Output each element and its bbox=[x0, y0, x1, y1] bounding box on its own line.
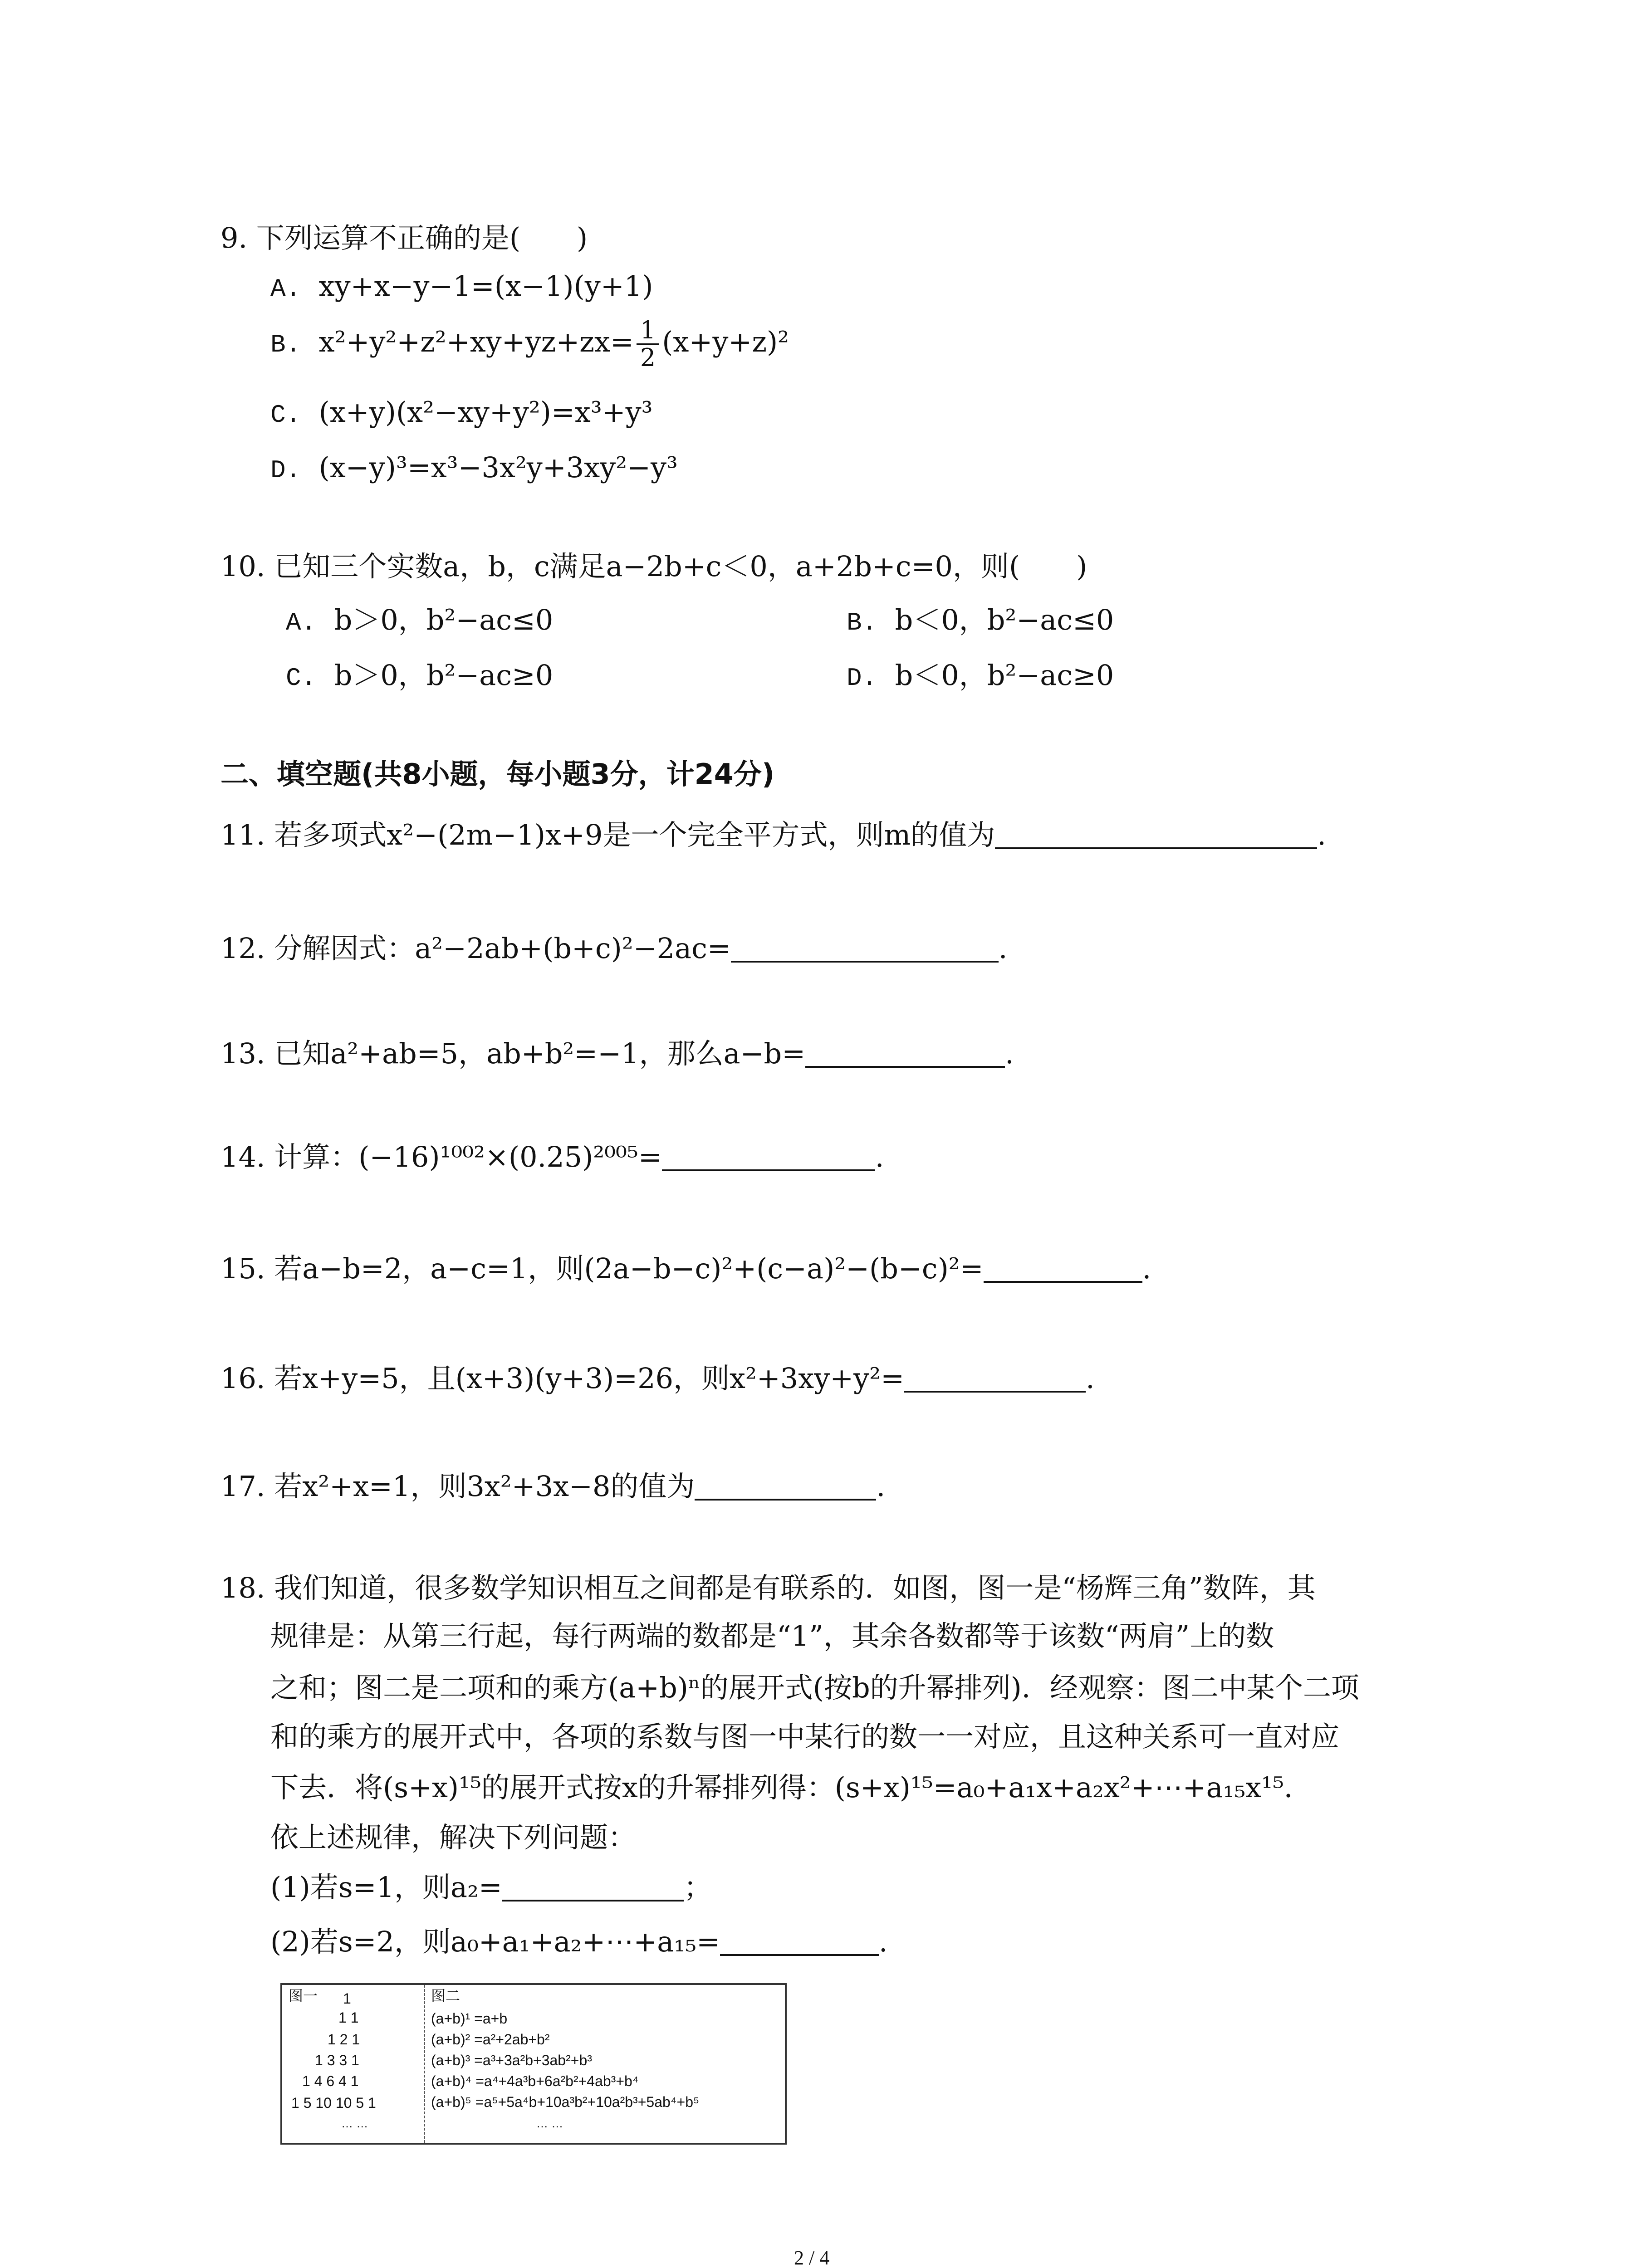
q13-text: 13. 已知a²+ab=5，ab+b²=−1，那么a−b= bbox=[220, 1037, 806, 1070]
answer-blank[interactable] bbox=[662, 1169, 875, 1171]
q17-end: . bbox=[876, 1470, 886, 1503]
q9-option-c bbox=[270, 398, 653, 428]
option-expr: b＜0，b²−ac≥0 bbox=[895, 659, 1114, 692]
q12 bbox=[220, 934, 1007, 963]
q9-option-a bbox=[270, 269, 653, 303]
option-label: B. bbox=[847, 608, 877, 637]
option-expr: (x−y)³=x³−3x²y+3xy²−y³ bbox=[318, 451, 678, 484]
answer-blank[interactable] bbox=[995, 847, 1317, 849]
q18-line-3: 之和；图二是二项和的乘方(a+b)ⁿ的展开式(按b的升幂排列)．经观察：图二中某个二项 bbox=[270, 1671, 1359, 1704]
option-expr: b＜0，b²−ac≤0 bbox=[895, 603, 1114, 636]
q16 bbox=[220, 1364, 1095, 1393]
expansion-2: (a+b)² =a²+2ab+b² bbox=[431, 2031, 550, 2048]
q9-option-d bbox=[270, 451, 678, 485]
q14-end: . bbox=[875, 1140, 884, 1173]
q17 bbox=[220, 1472, 885, 1501]
expansion-4: (a+b)⁴ =a⁴+4a³b+6a²b²+4ab³+b⁴ bbox=[431, 2073, 639, 2089]
q12-end: . bbox=[998, 932, 1008, 965]
q18-sub2-text: (2)若s=2，则a₀+a₁+a₂+⋯+a₁₅= bbox=[270, 1925, 720, 1958]
option-label: C. bbox=[286, 664, 317, 693]
option-label: C. bbox=[270, 401, 301, 430]
fraction-one-half: $\frac{1}{2}$ bbox=[637, 318, 659, 371]
expansion-3: (a+b)³ =a³+3a²b+3ab²+b³ bbox=[431, 2052, 592, 2068]
q18-line-5: 下去．将(s+x)¹⁵的展开式按x的升幂排列得：(s+x)¹⁵=a₀+a₁x+a₂x²+⋯+a₁₅x¹⁵． bbox=[270, 1771, 1312, 1804]
q14 bbox=[220, 1140, 884, 1173]
q13 bbox=[220, 1037, 1014, 1070]
answer-blank[interactable] bbox=[805, 1066, 1005, 1068]
option-label: B. bbox=[270, 330, 301, 359]
q15 bbox=[220, 1252, 1151, 1285]
q18-sub-1 bbox=[270, 1871, 712, 1904]
option-label: D. bbox=[270, 456, 301, 485]
triangle-ellipsis: … … bbox=[341, 2116, 368, 2130]
q18-sub1-text: (1)若s=1，则a₂= bbox=[270, 1871, 502, 1904]
q18-line-2: 规律是：从第三行起，每行两端的数都是“1”，其余各数都等于该数“两肩”上的数 bbox=[270, 1619, 1274, 1652]
triangle-row-5: 1 4 6 4 1 bbox=[302, 2073, 359, 2089]
q18-sub-2 bbox=[270, 1925, 888, 1958]
expansion-1: (a+b)¹ =a+b bbox=[431, 2010, 508, 2027]
option-expr: xy+x−y−1=(x−1)(y+1) bbox=[318, 269, 653, 303]
q11-end: . bbox=[1317, 818, 1326, 851]
q9-stem: 9. 下列运算不正确的是( ) bbox=[220, 221, 588, 254]
answer-blank[interactable] bbox=[904, 1391, 1086, 1393]
q11-text: 11. 若多项式x²−(2m−1)x+9是一个完全平方式，则m的值为 bbox=[220, 818, 995, 851]
q16-text: 16. 若x+y=5，且(x+3)(y+3)=26，则x²+3xy+y²= bbox=[220, 1362, 905, 1395]
q9-option-b bbox=[270, 318, 789, 371]
answer-blank[interactable] bbox=[502, 1900, 684, 1901]
figure-2-title: 图二 bbox=[431, 1988, 460, 2004]
triangle-row-1: 1 bbox=[343, 1990, 351, 2007]
q18-line-4: 和的乘方的展开式中，各项的系数与图一中某行的数一一对应，且这种关系可一直对应 bbox=[270, 1720, 1340, 1753]
yanghui-figure bbox=[280, 1983, 787, 2145]
option-expr: b＞0，b²−ac≤0 bbox=[334, 603, 554, 636]
q17-text: 17. 若x²+x=1，则3x²+3x−8的值为 bbox=[220, 1470, 695, 1503]
answer-blank[interactable] bbox=[731, 961, 999, 963]
answer-blank[interactable] bbox=[695, 1499, 876, 1501]
q18-line-1: 18. 我们知道，很多数学知识相互之间都是有联系的．如图，图一是“杨辉三角”数阵，其 bbox=[220, 1571, 1316, 1604]
triangle-row-2: 1 1 bbox=[338, 2009, 359, 2026]
option-expr-pre: x²+y²+z²+xy+yz+zx= bbox=[318, 325, 634, 358]
option-expr: b＞0，b²−ac≥0 bbox=[334, 659, 554, 692]
q10-option-b bbox=[847, 603, 1114, 637]
figure-divider bbox=[424, 1985, 425, 2143]
option-label: A. bbox=[286, 608, 317, 637]
page-number: 2 / 4 bbox=[794, 2247, 830, 2268]
answer-blank[interactable] bbox=[984, 1281, 1142, 1283]
q10-option-a bbox=[286, 603, 554, 637]
q13-end: . bbox=[1005, 1037, 1014, 1070]
option-label: D. bbox=[847, 664, 877, 693]
q14-text: 14. 计算：(−16)¹⁰⁰²×(0.25)²⁰⁰⁵= bbox=[220, 1140, 662, 1173]
triangle-row-4: 1 3 3 1 bbox=[315, 2052, 359, 2068]
section-heading: 二、填空题(共8小题，每小题3分，计24分) bbox=[220, 758, 775, 791]
triangle-row-6: 1 5 10 10 5 1 bbox=[291, 2095, 376, 2111]
q15-end: . bbox=[1142, 1252, 1151, 1285]
option-expr-post: (x+y+z)² bbox=[662, 325, 789, 358]
expansion-5: (a+b)⁵ =a⁵+5a⁴b+10a³b²+10a²b³+5ab⁴+b⁵ bbox=[431, 2094, 700, 2110]
q10-stem: 10. 已知三个实数a，b，c满足a−2b+c＜0，a+2b+c=0，则( ) bbox=[220, 550, 1087, 583]
q18-sub2-end: . bbox=[878, 1925, 888, 1958]
q12-text: 12. 分解因式：a²−2ab+(b+c)²−2ac= bbox=[220, 932, 731, 965]
q16-end: . bbox=[1086, 1362, 1095, 1395]
q15-text: 15. 若a−b=2，a−c=1，则(2a−b−c)²+(c−a)²−(b−c)²= bbox=[220, 1252, 984, 1285]
q10-option-c bbox=[286, 661, 553, 691]
option-expr: (x+y)(x²−xy+y²)=x³+y³ bbox=[318, 396, 653, 429]
answer-blank[interactable] bbox=[720, 1954, 879, 1956]
q18-sub1-end: ； bbox=[683, 1871, 712, 1904]
figure-1-title: 图一 bbox=[289, 1988, 318, 2004]
option-label: A. bbox=[270, 274, 301, 303]
q10-option-d bbox=[847, 661, 1114, 691]
triangle-row-3: 1 2 1 bbox=[328, 2031, 360, 2048]
q18-line-6: 依上述规律，解决下列问题： bbox=[270, 1821, 637, 1854]
expansion-ellipsis: … … bbox=[536, 2116, 563, 2130]
q11 bbox=[220, 818, 1326, 851]
